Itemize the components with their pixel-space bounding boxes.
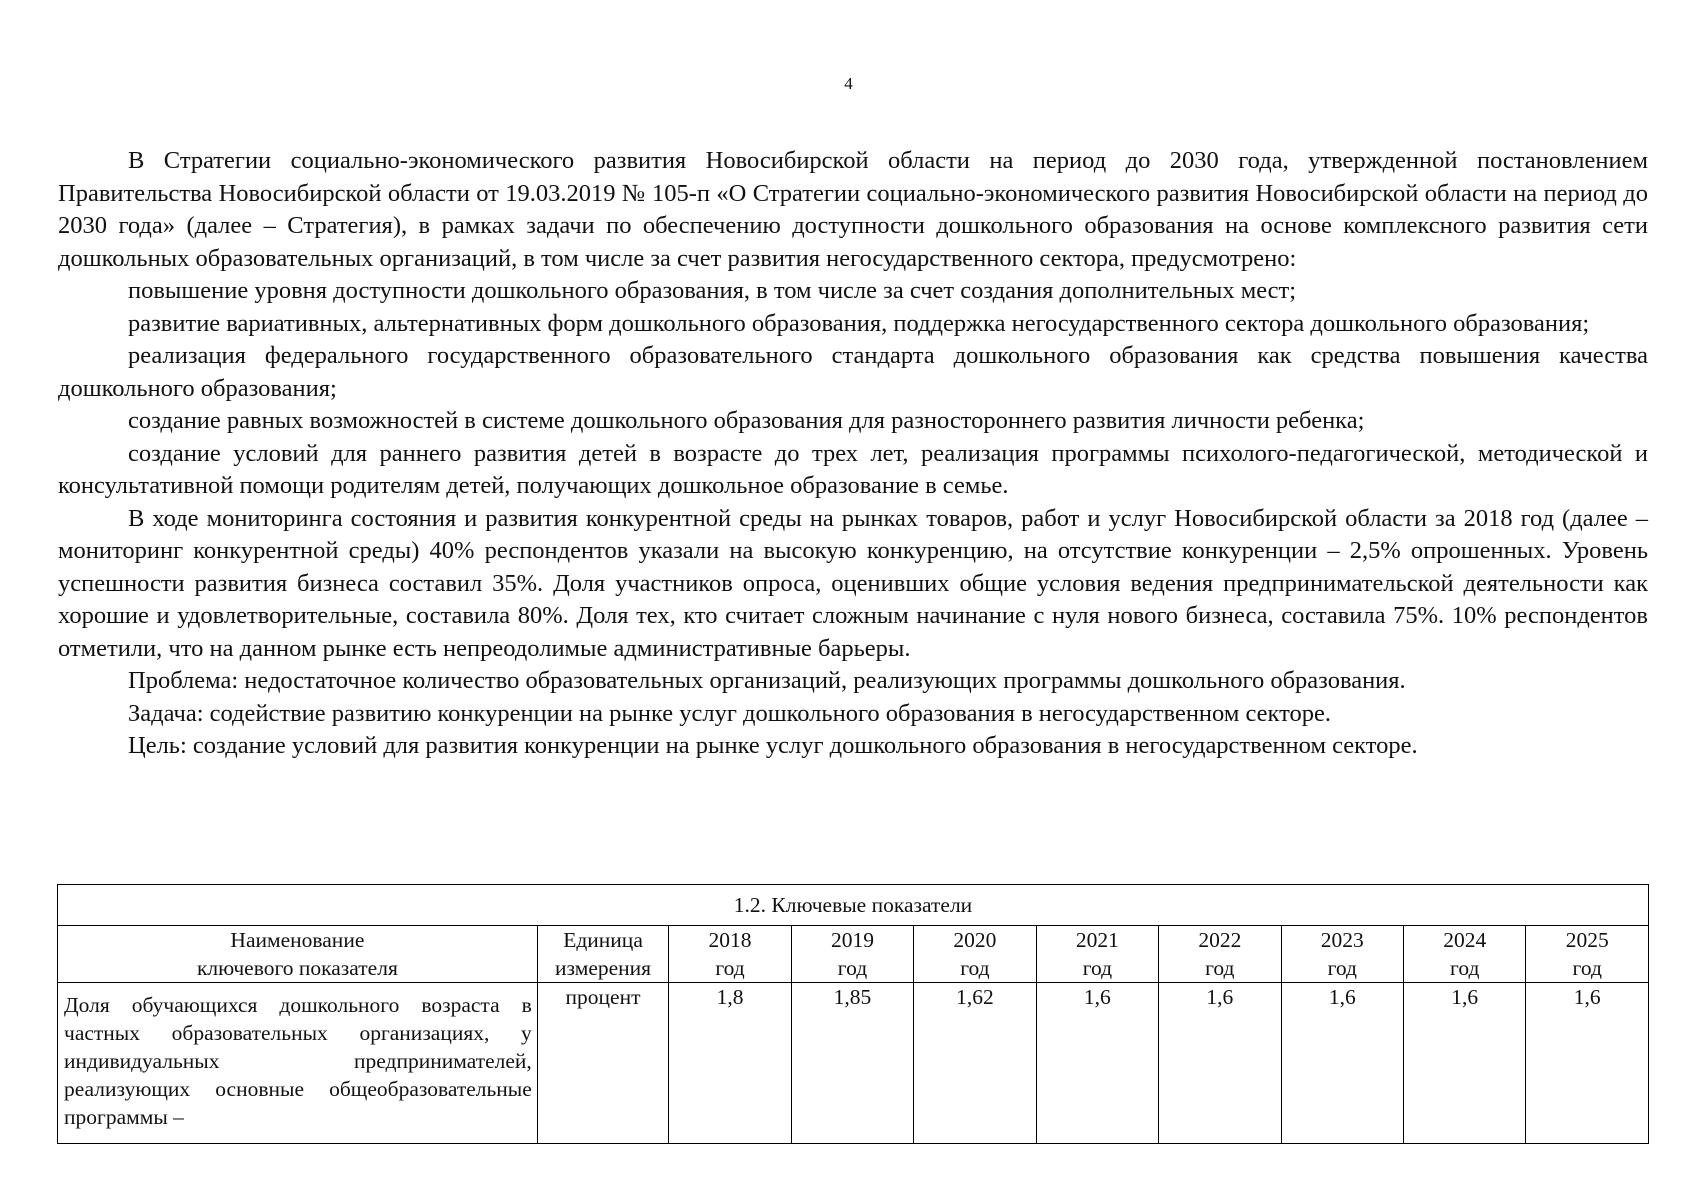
- paragraph-goal: Цель: создание условий для развития конкуренции на рынке услуг дошкольного образования в негосударственном секторе.: [128, 732, 1418, 759]
- year-label: 2020: [953, 928, 997, 952]
- value-cell-2024: 1,6: [1404, 983, 1526, 1144]
- year-word: год: [1572, 956, 1602, 980]
- year-word: год: [715, 956, 745, 980]
- body-text: [58, 145, 1648, 763]
- header-unit-line2: измерения: [555, 956, 652, 980]
- paragraph-item-equal-opportunities: создание равных возможностей в системе дошкольного образования для разностороннего развития личности ребенка;: [128, 407, 1365, 434]
- paragraph-item-variative-forms: развитие вариативных, альтернативных форм дошкольного образования, поддержка негосударственного сектора дошкольного образования;: [128, 309, 1590, 337]
- paragraph-problem: Проблема: недостаточное количество образовательных организаций, реализующих программы дошкольного образования.: [128, 667, 1406, 694]
- year-word: год: [1082, 956, 1113, 980]
- year-word: год: [837, 956, 868, 980]
- paragraph-item-early-development: создание условий для раннего развития детей в возрасте до трех лет, реализация программы психолого-педагогической, методической и консультативной помощи родителям детей, получающих дошкольное образование в семье.: [58, 439, 1648, 499]
- value-cell-2020: 1,62: [914, 983, 1036, 1144]
- table-row: [58, 983, 1649, 1144]
- paragraph-item-standard: реализация федерального государственного образовательного стандарта дошкольного образования как средства повышения качества дошкольного образования;: [58, 342, 1648, 402]
- value-cell-2018: 1,8: [669, 983, 791, 1144]
- year-label: 2019: [830, 928, 874, 952]
- paragraph-strategy-intro: В Стратегии социально-экономического развития Новосибирской области на период до 2030 года, утвержденной постановлением Правительства Новосибирской области от 19.03.2019 № 105-п «О Стратегии социально-экономического развития Новосибирской области на период до 2030 года» (далее – Стратегия), в рамках задачи по обеспечению доступности дошкольного образования на основе комплексного развития сети дошкольных образовательных организаций, в том числе за счет развития негосударственного сектора, предусмотрено:: [58, 147, 1648, 272]
- header-name-line2: ключевого показателя: [196, 956, 398, 980]
- year-label: 2023: [1320, 928, 1364, 952]
- header-name-line1: Наименование: [230, 928, 365, 952]
- key-indicators-table: [57, 884, 1649, 1144]
- year-word: год: [1450, 956, 1480, 980]
- year-label: 2018: [708, 928, 752, 952]
- header-year-2021: [1036, 926, 1158, 983]
- year-label: 2021: [1075, 928, 1119, 952]
- header-year-2025: [1526, 926, 1649, 983]
- indicator-name-cell: Доля обучающихся дошкольного возраста в частных образовательных организациях, у индивидуальных предпринимателей, реализующих основные общеобразовательные программы –: [58, 983, 538, 1144]
- header-year-2018: [669, 926, 791, 983]
- header-unit-line1: Единица: [563, 928, 643, 952]
- value-cell-2019: 1,85: [791, 983, 913, 1144]
- value-cell-2025: 1,6: [1526, 983, 1649, 1144]
- year-word: год: [1327, 956, 1357, 980]
- year-word: год: [1205, 956, 1235, 980]
- header-year-2022: [1159, 926, 1281, 983]
- paragraph-monitoring: В ходе мониторинга состояния и развития конкурентной среды на рынках товаров, работ и услуг Новосибирской области за 2018 год (далее – мониторинг конкурентной среды) 40% респондентов указали на высокую конкуренцию, на отсутствие конкуренции – 2,5% опрошенных. Уровень успешности развития бизнеса составил 35%. Доля участников опроса, оценивших общие условия ведения предпринимательской деятельности как хорошие и удовлетворительные, составила 80%. Доля тех, кто считает сложным начинание с нуля нового бизнеса, составила 75%. 10% респондентов отметили, что на данном рынке есть непреодолимые административные барьеры.: [58, 504, 1648, 662]
- table-header-row: [58, 926, 1649, 983]
- paragraph-task: Задача: содействие развитию конкуренции на рынке услуг дошкольного образования в негосударственном секторе.: [128, 699, 1331, 727]
- header-indicator-name: [58, 926, 538, 983]
- table-title: 1.2. Ключевые показатели: [58, 885, 1649, 926]
- header-year-2023: [1281, 926, 1403, 983]
- value-cell-2023: 1,6: [1281, 983, 1403, 1144]
- header-year-2019: [791, 926, 913, 983]
- year-word: год: [960, 956, 990, 980]
- year-label: 2025: [1565, 928, 1609, 952]
- paragraph-item-accessibility: повышение уровня доступности дошкольного образования, в том числе за счет создания дополнительных мест;: [128, 277, 1297, 304]
- header-year-2024: [1404, 926, 1526, 983]
- unit-cell: процент: [537, 983, 668, 1144]
- page-number: 4: [844, 74, 853, 93]
- header-year-2020: [914, 926, 1036, 983]
- year-label: 2022: [1198, 928, 1242, 952]
- header-unit: [537, 926, 668, 983]
- year-label: 2024: [1443, 928, 1487, 952]
- value-cell-2021: 1,6: [1036, 983, 1158, 1144]
- value-cell-2022: 1,6: [1159, 983, 1281, 1144]
